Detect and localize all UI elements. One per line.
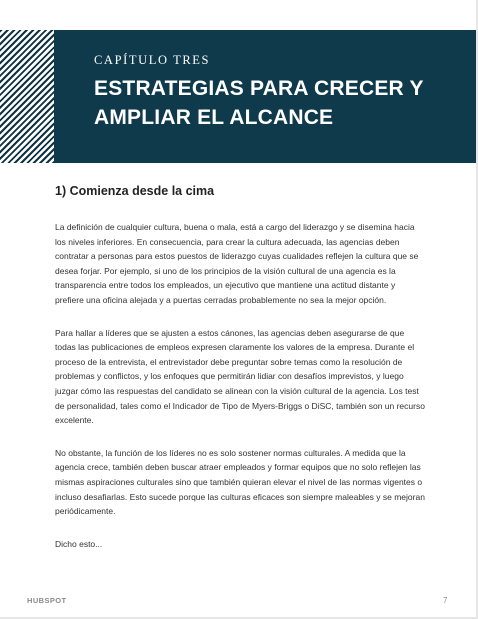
diagonal-stripes-decoration bbox=[0, 30, 54, 163]
footer-brand: HUBSPOT bbox=[27, 596, 67, 605]
paragraph: Dicho esto... bbox=[55, 538, 103, 549]
paragraph: Para hallar a líderes que se ajusten a estos cánones, las agencias deben asegurarse de que todas las publicaciones de empleos expresen claramente los valores de la empresa. Durante el proceso de la entrevista, el entrevistador debe preguntar sobre temas como la resolución de problemas y conflictos, y los enfoques que permitirán lidiar con desafíos imprevistos, y luego juzgar cómo las respuestas del candidato se alinean con la visión cultural de la agencia. Los test de personalidad, tales como el Indicador de Tipo de Myers-Briggs o DiSC, también son un recurso excelente. bbox=[55, 327, 425, 426]
section-heading: 1) Comienza desde la cima bbox=[55, 184, 215, 198]
body-content bbox=[55, 184, 425, 569]
page-number: 7 bbox=[443, 596, 448, 605]
paragraph: No obstante, la función de los líderes no es solo sostener normas culturales. A medida que la agencia crece, también deben buscar atraer empleados y formar equipos que no solo reflejen las mismas aspiraciones culturales sino que también quieran elevar el nivel de las normas vigentes o incluso desafiarlas. Esto sucede porque las culturas eficaces son siempre maleables y se mejoran periódicamente. bbox=[55, 447, 425, 517]
chapter-title: ESTRATEGIAS PARA CRECER Y AMPLIAR EL ALCANCE bbox=[94, 77, 424, 129]
chapter-header-banner bbox=[54, 30, 476, 163]
chapter-label: CAPÍTULO TRES bbox=[94, 53, 211, 67]
paragraph: La definición de cualquier cultura, buena o mala, está a cargo del liderazgo y se disemina hacia los niveles inferiores. En consecuencia, para crear la cultura adecuada, las agencias deben contratar a personas para estos puestos de liderazgo cuyas cualidades reflejen la cultura que se desea forjar. Por ejemplo, si uno de los principios de la visión cultural de una agencia es la transparencia entre todos los empleados, un ejecutivo que mantiene una actitud distante y prefiere una oficina alejada y a puertas cerradas probablemente no sea la mejor opción. bbox=[55, 222, 419, 305]
